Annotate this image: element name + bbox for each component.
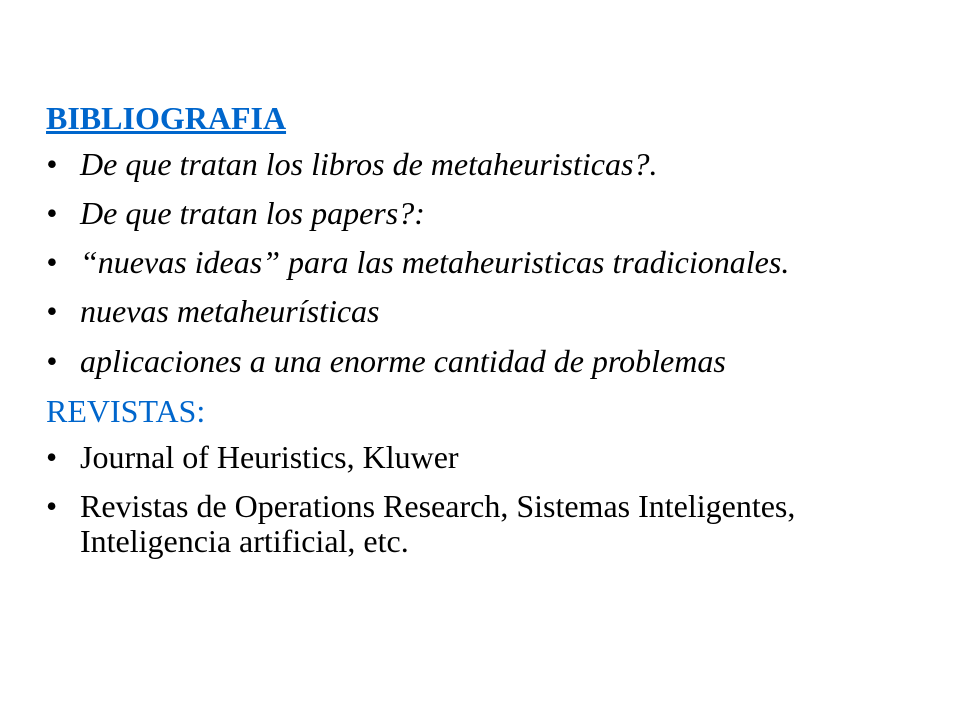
bibliografia-list: [46, 147, 926, 379]
revistas-list: [46, 440, 926, 560]
list-item-text: Revistas de Operations Research, Sistemas Inteligentes, Inteligencia artificial, etc.: [80, 487, 796, 559]
list-item: [46, 147, 926, 182]
list-item: [46, 489, 926, 559]
bullet-icon: •: [46, 438, 58, 475]
bullet-icon: •: [46, 244, 58, 281]
bullet-icon: •: [46, 342, 58, 379]
bullet-icon: •: [46, 145, 58, 182]
bullet-icon: •: [46, 293, 58, 330]
list-item-text: aplicaciones a una enorme cantidad de problemas: [80, 342, 726, 379]
list-item-text: De que tratan los libros de metaheuristicas?.: [80, 145, 658, 182]
bullet-icon: •: [46, 487, 58, 524]
list-item-text: nuevas metaheurísticas: [80, 293, 380, 330]
list-item: [46, 440, 926, 475]
list-item: [46, 245, 926, 280]
list-item-text: De que tratan los papers?:: [80, 194, 425, 231]
list-item: [46, 344, 926, 379]
revistas-heading: REVISTAS:: [46, 392, 206, 429]
bullet-icon: •: [46, 194, 58, 231]
list-item-text: Journal of Heuristics, Kluwer: [80, 438, 459, 475]
bibliografia-heading: BIBLIOGRAFIA: [46, 100, 287, 136]
slide-content: [46, 100, 926, 573]
list-item: [46, 294, 926, 329]
list-item: [46, 196, 926, 231]
list-item-text: “nuevas ideas” para las metaheuristicas tradicionales.: [80, 244, 790, 281]
